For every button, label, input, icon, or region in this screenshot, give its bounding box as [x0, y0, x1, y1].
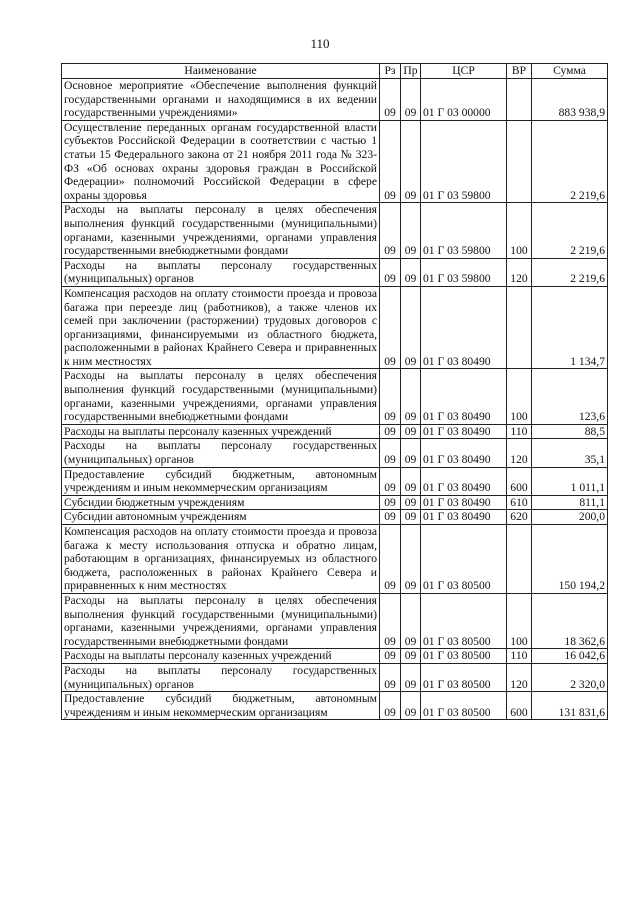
cell-rz: 09 — [380, 467, 401, 495]
cell-name: Расходы на выплаты персоналу казенных учреждений — [62, 424, 380, 439]
header-csr: ЦСР — [421, 64, 507, 79]
table-row — [62, 525, 608, 594]
table-row — [62, 424, 608, 439]
cell-pr: 09 — [401, 369, 421, 424]
cell-name: Компенсация расходов на оплату стоимости проезда и провоза багажа к месту использования отпуска и обратно лицам, работающим в организациях, финансируемых из областного бюджета, расположенных в районах Крайнего Севера и приравненных к ним местностях — [62, 525, 380, 594]
table-row — [62, 593, 608, 648]
cell-rz: 09 — [380, 258, 401, 286]
cell-rz: 09 — [380, 369, 401, 424]
table-body — [62, 79, 608, 720]
cell-pr: 09 — [401, 649, 421, 664]
cell-pr: 09 — [401, 203, 421, 258]
cell-name: Расходы на выплаты персоналу государственных (муниципальных) органов — [62, 258, 380, 286]
cell-name: Предоставление субсидий бюджетным, автономным учреждениям и иным некоммерческим организациям — [62, 467, 380, 495]
cell-sum: 131 831,6 — [532, 692, 608, 720]
cell-name: Расходы на выплаты персоналу в целях обеспечения выполнения функций государственными (муниципальными) органами, казенными учреждениями, органами управления государственными внебюджетными фондами — [62, 593, 380, 648]
cell-rz: 09 — [380, 663, 401, 691]
cell-csr: 01 Г 03 80490 — [421, 439, 507, 467]
cell-sum: 35,1 — [532, 439, 608, 467]
cell-sum: 150 194,2 — [532, 525, 608, 594]
cell-vr: 120 — [507, 663, 532, 691]
cell-sum: 2 320,0 — [532, 663, 608, 691]
header-pr: Пр — [401, 64, 421, 79]
table-row — [62, 510, 608, 525]
cell-csr: 01 Г 03 80490 — [421, 495, 507, 510]
header-vr: ВР — [507, 64, 532, 79]
cell-name: Расходы на выплаты персоналу государственных (муниципальных) органов — [62, 439, 380, 467]
cell-sum: 1 011,1 — [532, 467, 608, 495]
budget-table — [61, 63, 608, 720]
header-rz: Рз — [380, 64, 401, 79]
cell-name: Предоставление субсидий бюджетным, автономным учреждениям и иным некоммерческим организациям — [62, 692, 380, 720]
cell-csr: 01 Г 03 59800 — [421, 258, 507, 286]
table-header-row — [62, 64, 608, 79]
table-row — [62, 692, 608, 720]
cell-rz: 09 — [380, 692, 401, 720]
cell-csr: 01 Г 03 80490 — [421, 369, 507, 424]
page-number: 110 — [310, 36, 330, 51]
cell-name: Основное мероприятие «Обеспечение выполнения функций государственными органами и находящимися в их ведении государственными учреждениями» — [62, 79, 380, 121]
cell-sum: 18 362,6 — [532, 593, 608, 648]
table-row — [62, 79, 608, 121]
cell-sum: 811,1 — [532, 495, 608, 510]
cell-rz: 09 — [380, 649, 401, 664]
cell-csr: 01 Г 03 59800 — [421, 203, 507, 258]
cell-sum: 200,0 — [532, 510, 608, 525]
table-row — [62, 120, 608, 203]
cell-sum: 123,6 — [532, 369, 608, 424]
cell-name: Расходы на выплаты персоналу государственных (муниципальных) органов — [62, 663, 380, 691]
cell-vr: 600 — [507, 467, 532, 495]
cell-rz: 09 — [380, 525, 401, 594]
cell-sum: 88,5 — [532, 424, 608, 439]
cell-vr: 120 — [507, 439, 532, 467]
cell-sum: 2 219,6 — [532, 258, 608, 286]
cell-pr: 09 — [401, 286, 421, 369]
cell-pr: 09 — [401, 510, 421, 525]
cell-csr: 01 Г 03 80500 — [421, 525, 507, 594]
cell-name: Компенсация расходов на оплату стоимости проезда и провоза багажа при переезде лиц (работников), а также членов их семей при заключении (расторжении) трудовых договоров с организациями, финансируемыми из областного бюджета, расположенными в районах Крайнего Севера и приравненных к ним местностях — [62, 286, 380, 369]
cell-sum: 2 219,6 — [532, 203, 608, 258]
cell-name: Расходы на выплаты персоналу в целях обеспечения выполнения функций государственными (муниципальными) органами, казенными учреждениями, органами управления государственными внебюджетными фондами — [62, 369, 380, 424]
cell-vr — [507, 120, 532, 203]
cell-vr — [507, 286, 532, 369]
cell-vr: 120 — [507, 258, 532, 286]
table-row — [62, 258, 608, 286]
cell-csr: 01 Г 03 80490 — [421, 510, 507, 525]
cell-vr: 600 — [507, 692, 532, 720]
cell-rz: 09 — [380, 203, 401, 258]
cell-vr: 610 — [507, 495, 532, 510]
cell-vr: 620 — [507, 510, 532, 525]
table-row — [62, 369, 608, 424]
cell-rz: 09 — [380, 439, 401, 467]
cell-vr: 100 — [507, 369, 532, 424]
table-row — [62, 467, 608, 495]
cell-sum: 1 134,7 — [532, 286, 608, 369]
cell-name: Осуществление переданных органам государственной власти субъектов Российской Федерации в соответствии с частью 1 статьи 15 Федерального закона от 21 ноября 2011 года № 323-ФЗ «Об основах охраны здоровья граждан в Российской Федерации» полномочий Российской Федерации в сфере охраны здоровья — [62, 120, 380, 203]
cell-pr: 09 — [401, 258, 421, 286]
cell-pr: 09 — [401, 79, 421, 121]
cell-pr: 09 — [401, 495, 421, 510]
cell-pr: 09 — [401, 663, 421, 691]
cell-pr: 09 — [401, 593, 421, 648]
cell-csr: 01 Г 03 80500 — [421, 692, 507, 720]
cell-name: Расходы на выплаты персоналу в целях обеспечения выполнения функций государственными (муниципальными) органами, казенными учреждениями, органами управления государственными внебюджетными фондами — [62, 203, 380, 258]
cell-csr: 01 Г 03 80500 — [421, 649, 507, 664]
cell-rz: 09 — [380, 79, 401, 121]
cell-vr — [507, 525, 532, 594]
cell-name: Субсидии автономным учреждениям — [62, 510, 380, 525]
cell-csr: 01 Г 03 80490 — [421, 467, 507, 495]
cell-vr — [507, 79, 532, 121]
cell-pr: 09 — [401, 439, 421, 467]
cell-pr: 09 — [401, 424, 421, 439]
cell-csr: 01 Г 03 59800 — [421, 120, 507, 203]
table-row — [62, 286, 608, 369]
cell-pr: 09 — [401, 525, 421, 594]
cell-pr: 09 — [401, 120, 421, 203]
cell-rz: 09 — [380, 286, 401, 369]
cell-rz: 09 — [380, 495, 401, 510]
cell-sum: 2 219,6 — [532, 120, 608, 203]
header-name: Наименование — [62, 64, 380, 79]
cell-name: Расходы на выплаты персоналу казенных учреждений — [62, 649, 380, 664]
cell-vr: 110 — [507, 424, 532, 439]
table-row — [62, 439, 608, 467]
table-row — [62, 495, 608, 510]
cell-vr: 110 — [507, 649, 532, 664]
table-row — [62, 663, 608, 691]
cell-rz: 09 — [380, 424, 401, 439]
table-row — [62, 649, 608, 664]
table-row — [62, 203, 608, 258]
header-sum: Сумма — [532, 64, 608, 79]
cell-csr: 01 Г 03 80500 — [421, 593, 507, 648]
cell-rz: 09 — [380, 120, 401, 203]
cell-pr: 09 — [401, 692, 421, 720]
cell-csr: 01 Г 03 80490 — [421, 424, 507, 439]
cell-rz: 09 — [380, 593, 401, 648]
cell-name: Субсидии бюджетным учреждениям — [62, 495, 380, 510]
cell-pr: 09 — [401, 467, 421, 495]
cell-sum: 883 938,9 — [532, 79, 608, 121]
cell-vr: 100 — [507, 593, 532, 648]
cell-csr: 01 Г 03 00000 — [421, 79, 507, 121]
cell-vr: 100 — [507, 203, 532, 258]
cell-csr: 01 Г 03 80500 — [421, 663, 507, 691]
cell-csr: 01 Г 03 80490 — [421, 286, 507, 369]
cell-sum: 16 042,6 — [532, 649, 608, 664]
cell-rz: 09 — [380, 510, 401, 525]
